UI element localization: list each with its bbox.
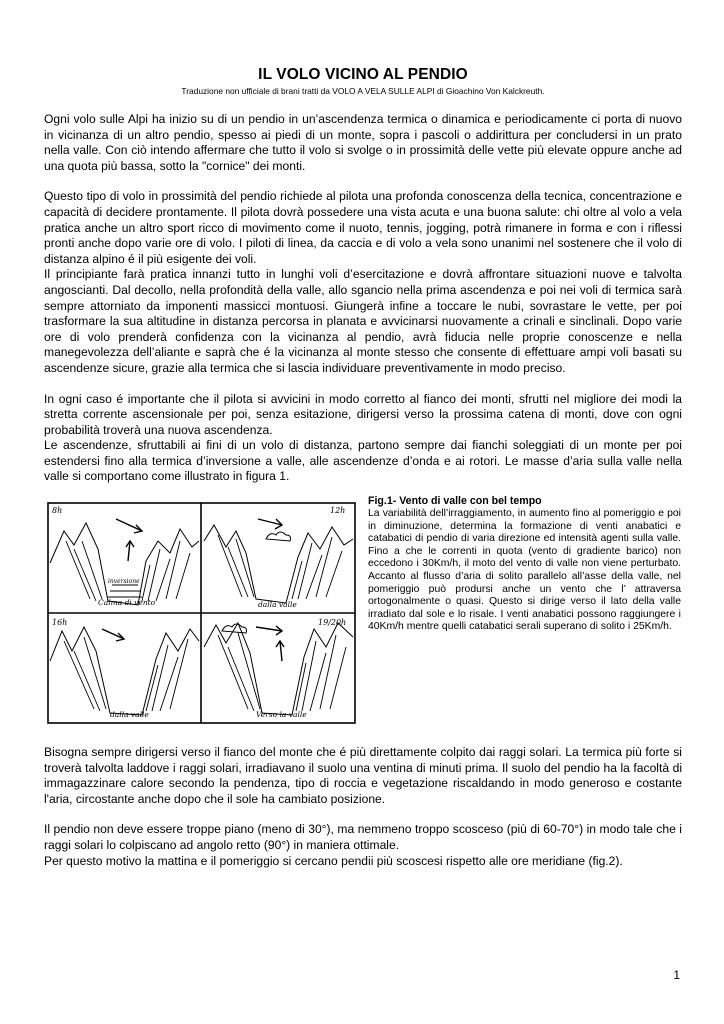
paragraph-7: Il pendio non deve essere troppe piano (meno di 30°), ma nemmeno troppo scosceso (più di 60-70°) in modo tale che i raggi solari lo colpiscano ad angolo retto (90°) in maniera ottimale.: [44, 822, 682, 853]
page-title: IL VOLO VICINO AL PENDIO: [258, 66, 468, 83]
panel-2-time: 12h: [330, 506, 346, 516]
panel-4-label: Verso la valle: [256, 710, 307, 720]
paragraph-8: Per questo motivo la mattina e il pomeriggio si cercano pendii più scoscesi rispetto alle ore meridiane (fig.2).: [44, 853, 623, 868]
figure-caption: [368, 495, 681, 725]
panel-1-label: Calma di vento: [98, 598, 156, 608]
document-page: [44, 60, 682, 869]
valley-wind-diagram: [46, 501, 357, 725]
figure-caption-title: Fig.1- Vento di valle con bel tempo: [368, 495, 542, 508]
paragraph-4: In ogni caso é importante che il pilota si avvicini in modo corretto al fianco dei monti, sfrutti nel migliore dei modi la stretta corrente ascensionale per poi, senza esitazione, dirigersi verso la prossima catena di monti, dove con ogni probabilità troverà una nuova ascendenza.: [44, 391, 682, 437]
figure-1-sketch: [46, 501, 357, 725]
paragraph-2: Questo tipo di volo in prossimità del pendio richiede al pilota una profonda conoscenza della tecnica, concentrazione e capacità di decidere prontamente. Il pilota dovrà possedere una vista acuta e una buona salute: chi oltre al volo a vela pratica anche un altro sport ricco di movimento come il nuoto, tennis, jogging, potrà rimanere in forma e con i riflessi pronti anche dopo varie ore di volo. I piloti di linea, da caccia e di volo a vela sono unanimi nel sostenere che il volo di distanza alpino é il più esigente dei voli.: [44, 189, 682, 266]
figure-caption-text: La variabilità dell’irraggiamento, in aumento fino al pomeriggio e poi in diminuzione, determina la formazione di venti anabatici e catabatici di pendio di varia direzione ed intensità agenti sulla valle. Fino a che le correnti in quota (vento di gradiente barico) non eccedono i 30Km/h, il moto del vento di valle non viene perturbato. Accanto al flusso d’aria di solito parallelo all’asse della valle, nel pomeriggio può prodursi anche un vento che l’ attraversa ortogonalmente o quasi. Questo si dirige verso il lato della valle irradiato dal sole e lo risale. I venti anabatici possono raggiungere i 40Km/h mentre quelli catabatici serali superano di solito i 25Km/h.: [368, 508, 681, 633]
paragraph-5: Le ascendenze, sfruttabili ai fini di un volo di distanza, partono sempre dai fianchi soleggiati di un monte per poi estendersi fino alla termica d’inversione a valle, alle ascendenze d’onda e ai rotori. Le masse d’aria sulla valle nella valle si comportano come illustrato in figura 1.: [44, 438, 682, 484]
paragraph-1: Ogni volo sulle Alpi ha inizio su di un pendio in un’ascendenza termica o dinamica e periodicamente ci porta di nuovo in vicinanza di un altro pendio, spesso ai piedi di un monte, sopra i pascoli o addirittura per concludersi in un prato nella valle. Con ciò intendo affermare che tutto il volo si svolge o in prossimità delle vette più elevate oppure anche ad una quota più bassa, sotto la "cornice" dei monti.: [44, 112, 682, 173]
page-subtitle: Traduzione non ufficiale di brani tratti da VOLO A VELA SULLE ALPI di Gioachino Von Kalckreuth.: [181, 86, 545, 96]
panel-3-time: 16h: [52, 618, 68, 628]
panel-1-time: 8h: [52, 506, 63, 516]
paragraph-6: Bisogna sempre dirigersi verso il fianco del monte che é più direttamente colpito dai raggi solari. La termica più forte si troverà talvolta laddove i raggi solari, irradiavano il suolo una ventina di minuti prima. Il suolo del pendio ha la facoltà di immagazzinare calore secondo la pendenza, tipo di roccia e vegetazione riscaldando in modo generoso e costante l'aria, circostante anche dopo che il sole ha cambiato posizione.: [44, 745, 682, 806]
panel-1-sublabel: inversione: [108, 578, 140, 586]
paragraph-3: Il principiante farà pratica innanzi tutto in lunghi voli d’esercitazione e dovrà affrontare situazioni nuove e talvolta angoscianti. Dal decollo, nella profondità della valle, allo sgancio nella prima ascendenza e poi nei voli di termica sarà sempre attorniato da imponenti massicci montuosi. Giungerà infine a toccare le nubi, sovrastare le vette, per poi trasformare la sua altitudine in distanza percorsa in planata e avvicinarsi nuovamente a crinali e sinclinali. Dopo varie ore di volo prenderà confidenza con la vicinanza al pendio, avrà fiducia nelle proprie conoscenze e nella manegevolezza dell’aliante e saprà che é la vicinanza al monte stesso che consente di effettuare ampi voli basati su ascendenze sicure, grazie alla termica che si lascia individuare preventivamente in modo preciso.: [44, 267, 682, 375]
page-number: 1: [673, 968, 680, 982]
panel-2-label: dalla valle: [258, 600, 297, 610]
figure-section: [44, 495, 682, 725]
panel-4-time: 19/20h: [318, 618, 347, 628]
panel-3-label: dalla valle: [110, 710, 149, 720]
